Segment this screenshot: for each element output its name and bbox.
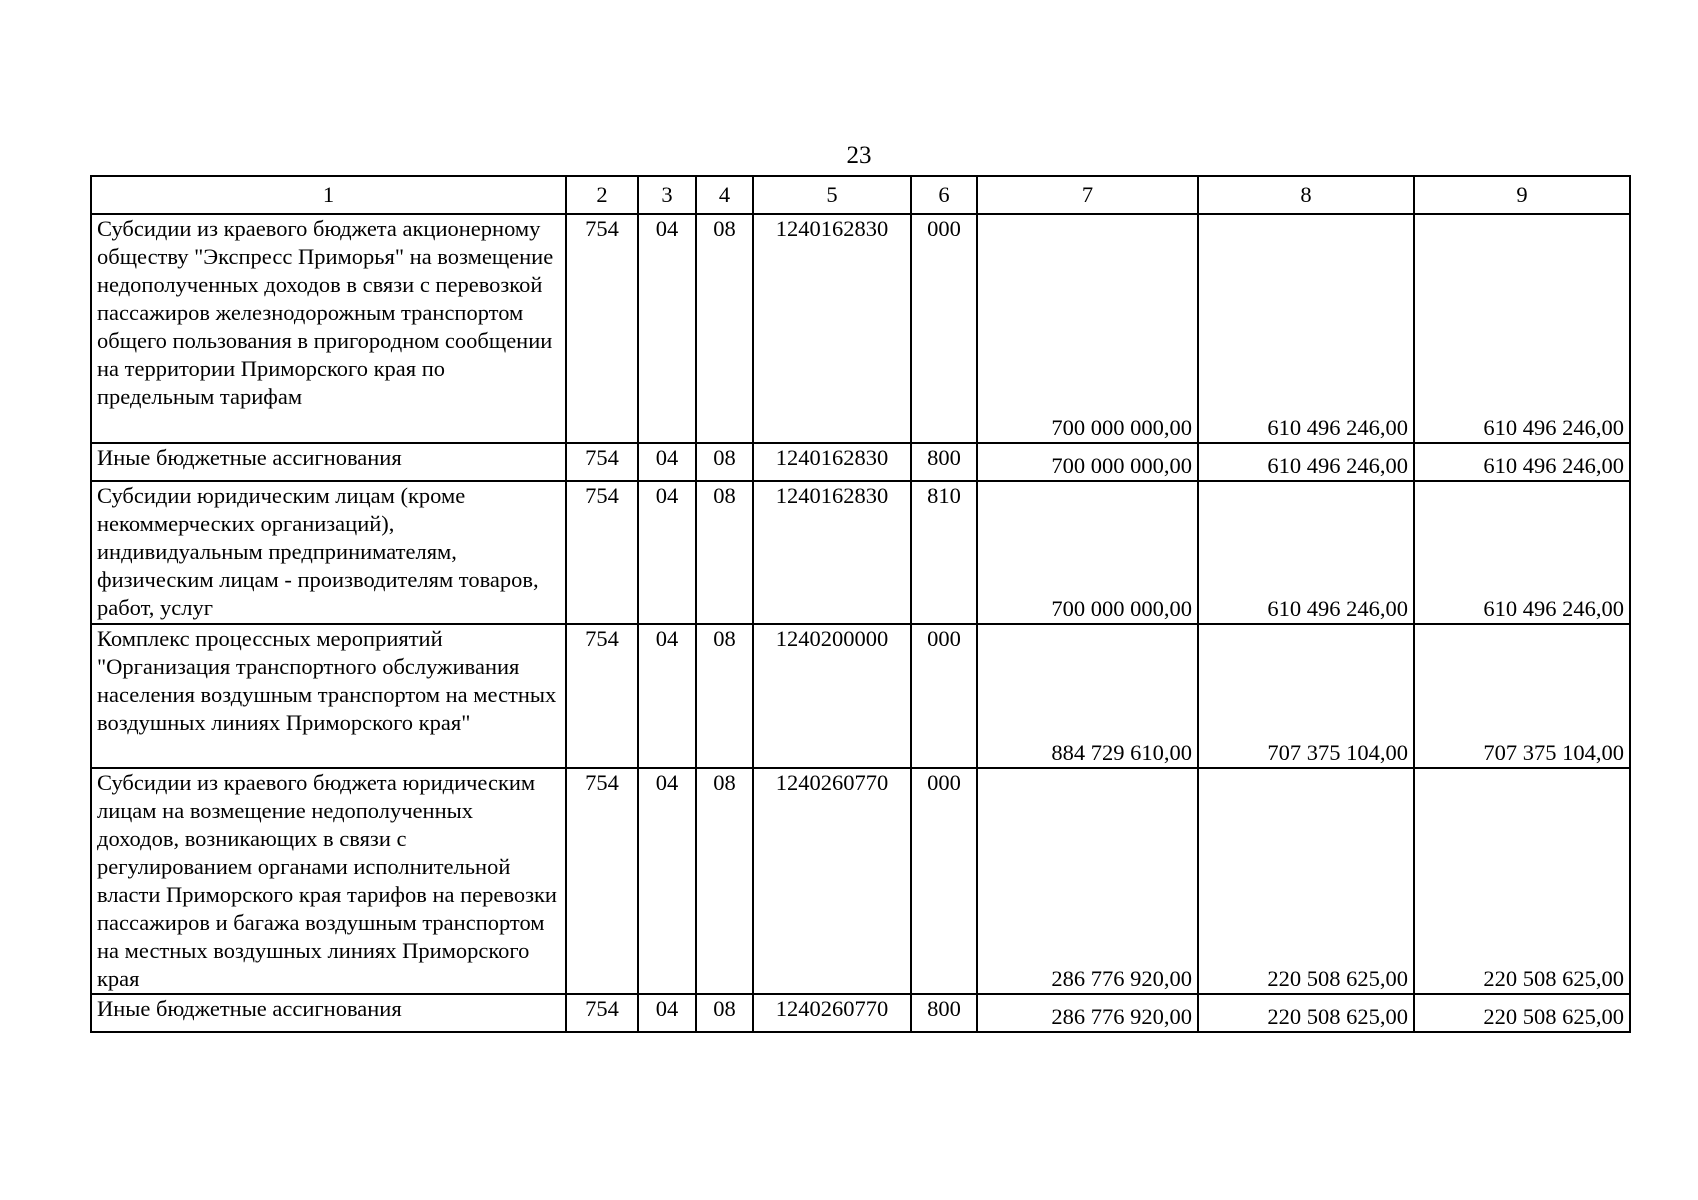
section-code: 04 bbox=[638, 443, 696, 481]
column-number: 8 bbox=[1198, 176, 1414, 214]
column-number: 6 bbox=[911, 176, 977, 214]
target-article-code: 1240260770 bbox=[753, 994, 911, 1032]
amount-col8: 610 496 246,00 bbox=[1198, 481, 1414, 624]
amount-col8: 610 496 246,00 bbox=[1198, 214, 1414, 443]
amount-col9: 220 508 625,00 bbox=[1414, 768, 1630, 994]
table-row bbox=[91, 994, 1630, 1032]
column-number: 2 bbox=[566, 176, 638, 214]
column-number: 5 bbox=[753, 176, 911, 214]
subsection-code: 08 bbox=[696, 443, 753, 481]
expense-type-code: 000 bbox=[911, 768, 977, 994]
amount-col7: 700 000 000,00 bbox=[977, 481, 1198, 624]
amount-col7: 884 729 610,00 bbox=[977, 624, 1198, 768]
grbs-code: 754 bbox=[566, 768, 638, 994]
column-number: 7 bbox=[977, 176, 1198, 214]
target-article-code: 1240260770 bbox=[753, 768, 911, 994]
expense-name: Комплекс процессных мероприятий "Организация транспортного обслуживания населения воздушным транспортом на местных воздушных линиях Приморского края" bbox=[91, 624, 566, 768]
column-number: 9 bbox=[1414, 176, 1630, 214]
table-row bbox=[91, 768, 1630, 994]
target-article-code: 1240162830 bbox=[753, 214, 911, 443]
table-row bbox=[91, 481, 1630, 624]
expense-name: Иные бюджетные ассигнования bbox=[91, 443, 566, 481]
expense-name: Субсидии из краевого бюджета юридическим лицам на возмещение недополученных доходов, возникающих в связи с регулированием органами исполнительной власти Приморского края тарифов на перевозки пассажиров и багажа воздушным транспортом на местных воздушных линиях Приморского края bbox=[91, 768, 566, 994]
target-article-code: 1240200000 bbox=[753, 624, 911, 768]
amount-col8: 220 508 625,00 bbox=[1198, 768, 1414, 994]
amount-col9: 610 496 246,00 bbox=[1414, 443, 1630, 481]
amount-col8: 220 508 625,00 bbox=[1198, 994, 1414, 1032]
budget-table bbox=[90, 175, 1631, 1033]
table-row bbox=[91, 624, 1630, 768]
section-code: 04 bbox=[638, 768, 696, 994]
amount-col7: 286 776 920,00 bbox=[977, 768, 1198, 994]
subsection-code: 08 bbox=[696, 994, 753, 1032]
grbs-code: 754 bbox=[566, 624, 638, 768]
subsection-code: 08 bbox=[696, 624, 753, 768]
grbs-code: 754 bbox=[566, 214, 638, 443]
column-number: 4 bbox=[696, 176, 753, 214]
amount-col9: 220 508 625,00 bbox=[1414, 994, 1630, 1032]
expense-type-code: 000 bbox=[911, 214, 977, 443]
subsection-code: 08 bbox=[696, 214, 753, 443]
amount-col7: 286 776 920,00 bbox=[977, 994, 1198, 1032]
expense-type-code: 800 bbox=[911, 443, 977, 481]
target-article-code: 1240162830 bbox=[753, 443, 911, 481]
amount-col9: 707 375 104,00 bbox=[1414, 624, 1630, 768]
target-article-code: 1240162830 bbox=[753, 481, 911, 624]
amount-col9: 610 496 246,00 bbox=[1414, 214, 1630, 443]
section-code: 04 bbox=[638, 994, 696, 1032]
grbs-code: 754 bbox=[566, 994, 638, 1032]
grbs-code: 754 bbox=[566, 443, 638, 481]
expense-name: Субсидии из краевого бюджета акционерному обществу "Экспресс Приморья" на возмещение недополученных доходов в связи с перевозкой пассажиров железнодорожным транспортом общего пользования в пригородном сообщении на территории Приморского края по предельным тарифам bbox=[91, 214, 566, 443]
expense-type-code: 800 bbox=[911, 994, 977, 1032]
amount-col7: 700 000 000,00 bbox=[977, 214, 1198, 443]
column-number-row bbox=[91, 176, 1630, 214]
expense-type-code: 810 bbox=[911, 481, 977, 624]
subsection-code: 08 bbox=[696, 768, 753, 994]
amount-col8: 707 375 104,00 bbox=[1198, 624, 1414, 768]
column-number: 3 bbox=[638, 176, 696, 214]
column-number: 1 bbox=[91, 176, 566, 214]
grbs-code: 754 bbox=[566, 481, 638, 624]
amount-col9: 610 496 246,00 bbox=[1414, 481, 1630, 624]
table-row bbox=[91, 443, 1630, 481]
section-code: 04 bbox=[638, 481, 696, 624]
page-number: 23 bbox=[846, 142, 872, 169]
expense-type-code: 000 bbox=[911, 624, 977, 768]
section-code: 04 bbox=[638, 214, 696, 443]
amount-col7: 700 000 000,00 bbox=[977, 443, 1198, 481]
expense-name: Иные бюджетные ассигнования bbox=[91, 994, 566, 1032]
expense-name: Субсидии юридическим лицам (кроме некоммерческих организаций), индивидуальным предпринимателям, физическим лицам - производителям товаров, работ, услуг bbox=[91, 481, 566, 624]
subsection-code: 08 bbox=[696, 481, 753, 624]
amount-col8: 610 496 246,00 bbox=[1198, 443, 1414, 481]
table-row bbox=[91, 214, 1630, 443]
section-code: 04 bbox=[638, 624, 696, 768]
